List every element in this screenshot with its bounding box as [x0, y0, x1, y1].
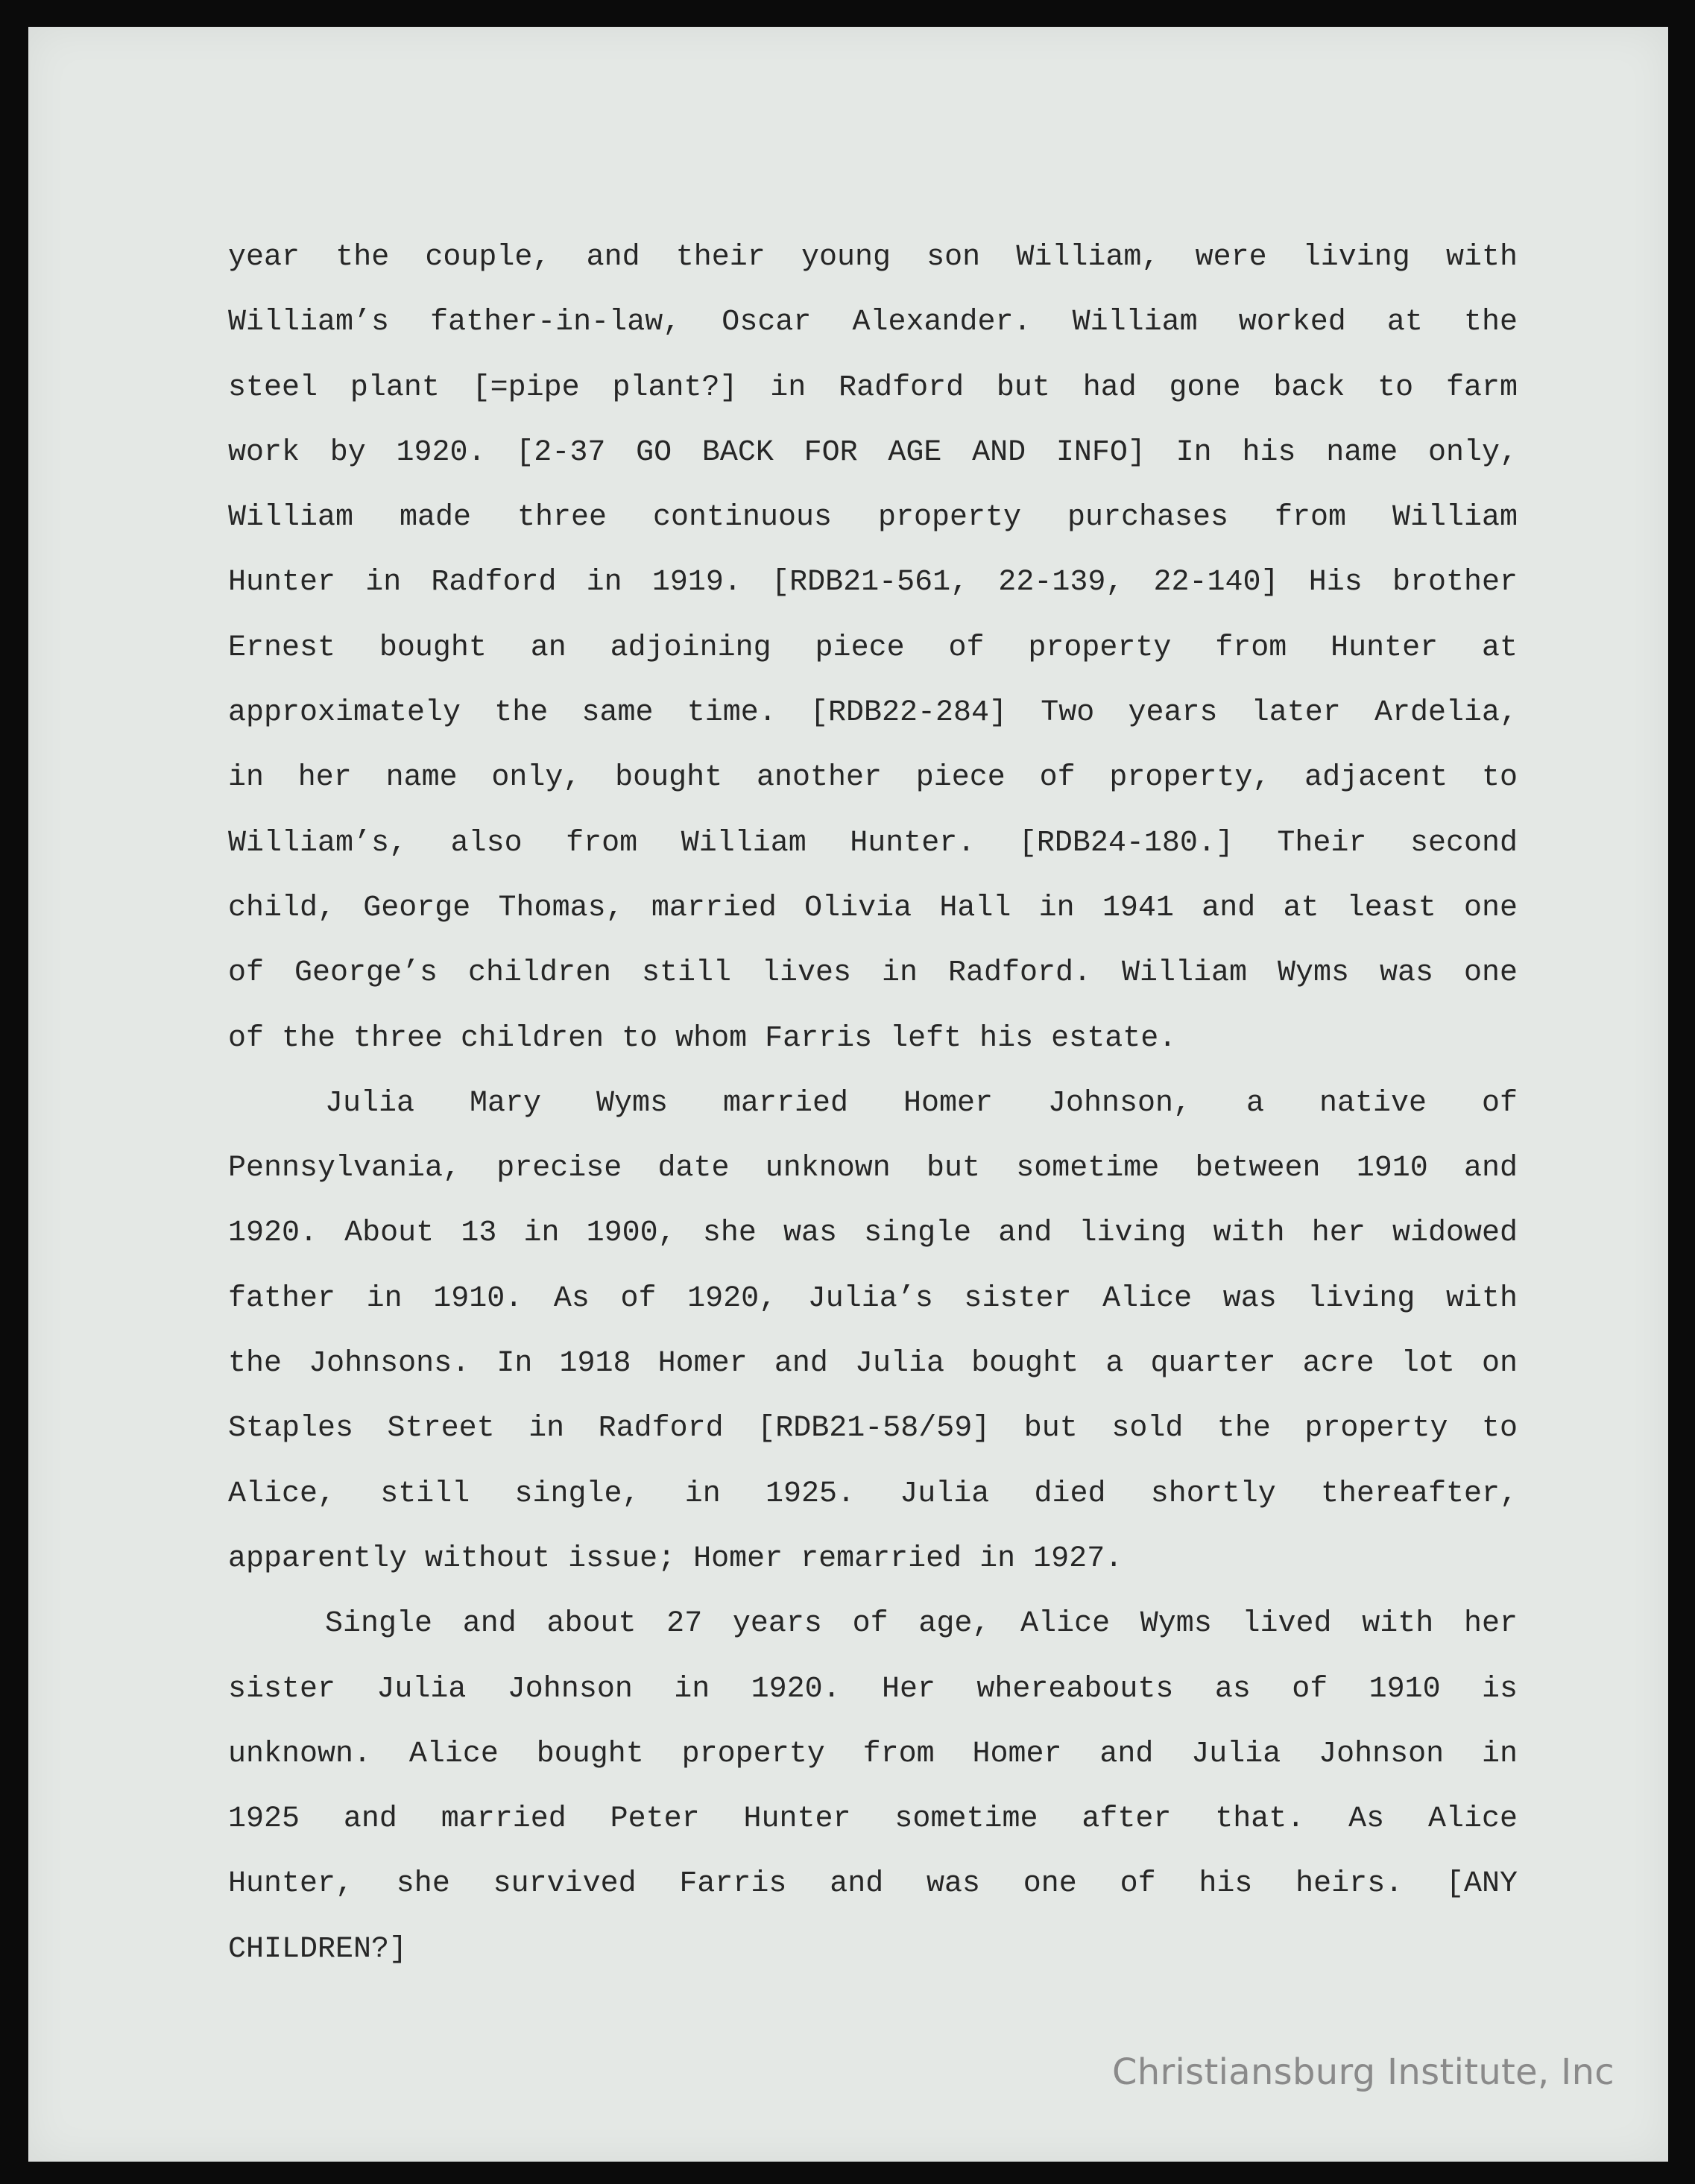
text-line: William made three continuous property purchases from William: [228, 501, 1518, 535]
text-line: sister Julia Johnson in 1920. Her whereabouts as of 1910 is: [228, 1672, 1518, 1706]
text-line: Hunter, she survived Farris and was one of his heirs. [ANY: [228, 1867, 1518, 1901]
text-line: child, George Thomas, married Olivia Hall in 1941 and at least one: [228, 891, 1518, 925]
text-line: work by 1920. [2-37 GO BACK FOR AGE AND INFO] In his name only,: [228, 435, 1518, 470]
text-line: Single and about 27 years of age, Alice Wyms lived with her: [325, 1607, 1518, 1641]
text-line: of George’s children still lives in Radford. William Wyms was one: [228, 956, 1518, 991]
text-line: of the three children to whom Farris left his estate.: [228, 1021, 1177, 1055]
text-line: apparently without issue; Homer remarried in 1927.: [228, 1541, 1123, 1576]
text-line: Julia Mary Wyms married Homer Johnson, a native of: [325, 1086, 1518, 1120]
text-line: the Johnsons. In 1918 Homer and Julia bought a quarter acre lot on: [228, 1347, 1518, 1381]
text-line: in her name only, bought another piece of property, adjacent to: [228, 761, 1518, 795]
text-line: William’s, also from William Hunter. [RDB24-180.] Their second: [228, 826, 1518, 860]
text-line: Pennsylvania, precise date unknown but sometime between 1910 and: [228, 1152, 1518, 1186]
text-line: unknown. Alice bought property from Homer and Julia Johnson in: [228, 1737, 1518, 1771]
text-line: father in 1910. As of 1920, Julia’s sister Alice was living with: [228, 1281, 1518, 1316]
text-line: Staples Street in Radford [RDB21-58/59] but sold the property to: [228, 1412, 1518, 1446]
text-line: approximately the same time. [RDB22-284] Two years later Ardelia,: [228, 696, 1518, 730]
text-line: steel plant [=pipe plant?] in Radford but had gone back to farm: [228, 370, 1518, 405]
text-line: Alice, still single, in 1925. Julia died shortly thereafter,: [228, 1477, 1518, 1511]
text-line: year the couple, and their young son William, were living with: [228, 241, 1518, 274]
text-line: 1920. About 13 in 1900, she was single and living with her widowed: [228, 1216, 1518, 1251]
text-line: Ernest bought an adjoining piece of property from Hunter at: [228, 631, 1518, 665]
document-body: [228, 225, 1518, 1982]
text-line: Hunter in Radford in 1919. [RDB21-561, 22-139, 22-140] His brother: [228, 566, 1518, 600]
watermark: Christiansburg Institute, Inc: [1111, 2051, 1614, 2093]
text-line: CHILDREN?]: [228, 1932, 408, 1966]
paper-page: [28, 27, 1668, 2162]
text-line: 1925 and married Peter Hunter sometime after that. As Alice: [228, 1802, 1518, 1837]
text-line: William’s father-in-law, Oscar Alexander. William worked at the: [228, 306, 1518, 340]
